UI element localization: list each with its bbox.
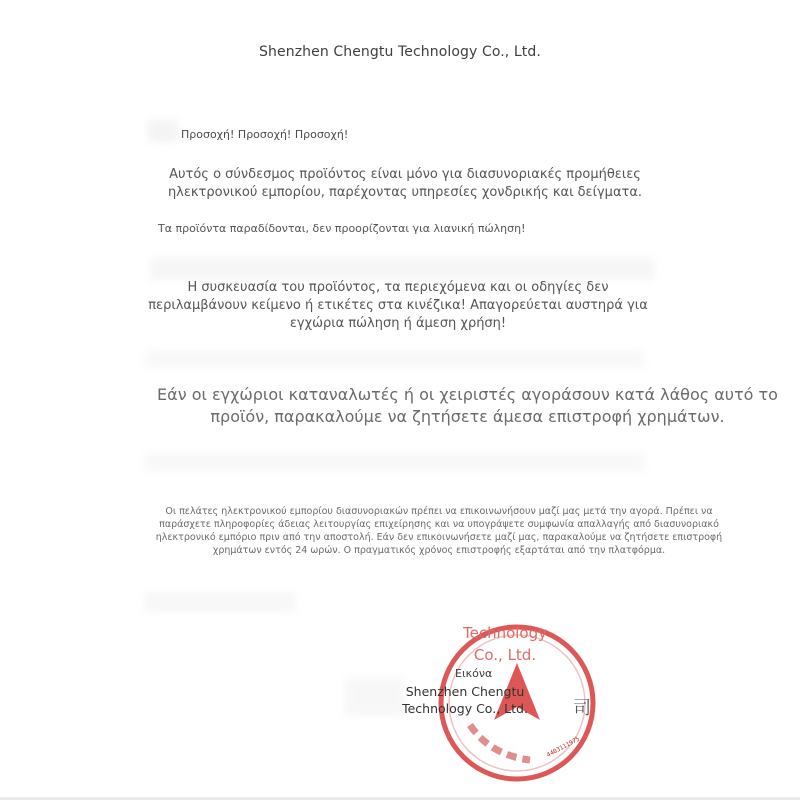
scan-smudge xyxy=(145,592,295,612)
signature-company xyxy=(380,683,550,717)
signature-line-2: Technology Co., Ltd. xyxy=(402,701,528,716)
scan-smudge xyxy=(145,350,645,368)
signature-line-1: Shenzhen Chengtu xyxy=(405,684,525,699)
notice-paragraph-5: Οι πελάτες ηλεκτρονικού εμπορίου διασυνοριακών πρέπει να επικοινωνήσουν μαζί μας μετά την αγορά. Πρέπει να παράσχετε πληροφορίες άδειας λειτουργίας επιχείρησης και να υπογράψετε συμφωνία απαλλαγής από διασυνοριακό ηλεκτρονικό εμπόριο πριν από την αποστολή. Εάν δεν επικοινωνήσετε μαζί μας, παρακαλούμε να ζητήσετε επιστροφή χρημάτων εντός 24 ωρών. Ο πραγματικός χρόνος επιστροφής εξαρτάται από την πλατφόρμα. xyxy=(155,506,723,556)
notice-paragraph-2: Τα προϊόντα παραδίδονται, δεν προορίζονται για λιανική πώληση! xyxy=(158,222,526,235)
scan-smudge xyxy=(150,258,655,280)
stamp-line-1: Technology xyxy=(462,624,548,642)
scan-smudge xyxy=(148,120,178,142)
notice-paragraph-1: Αυτός ο σύνδεσμος προϊόντος είναι μόνο για διασυνοριακές προμήθειες ηλεκτρονικού εμπορίου, παρέχοντας υπηρεσίες χονδρικής και δείγματα. xyxy=(167,167,643,200)
scan-smudge xyxy=(145,452,645,472)
notice-paragraph-3: Η συσκευασία του προϊόντος, τα περιεχόμενα και οι οδηγίες δεν περιλαμβάνουν κείμενο ή ετικέτες στα κινέζικα! Απαγορεύεται αυστηρά για εγχώρια πώληση ή άμεση χρήση! xyxy=(148,280,648,331)
attention-line: Προσοχή! Προσοχή! Προσοχή! xyxy=(181,128,349,141)
stamp-line-2: Co., Ltd. xyxy=(473,646,537,664)
stamp-company-text xyxy=(440,622,570,666)
signature-label: Εικόνα xyxy=(455,667,493,680)
trailing-glyph: 司 xyxy=(573,698,591,719)
seal-number: 4403111975 xyxy=(545,735,581,759)
company-header: Shenzhen Chengtu Technology Co., Ltd. xyxy=(259,44,541,60)
notice-paragraph-4: Εάν οι εγχώριοι καταναλωτές ή οι χειριστές αγοράσουν κατά λάθος αυτό το προϊόν, παρακαλούμε να ζητήσετε άμεσα επιστροφή χρημάτων. xyxy=(157,385,778,426)
